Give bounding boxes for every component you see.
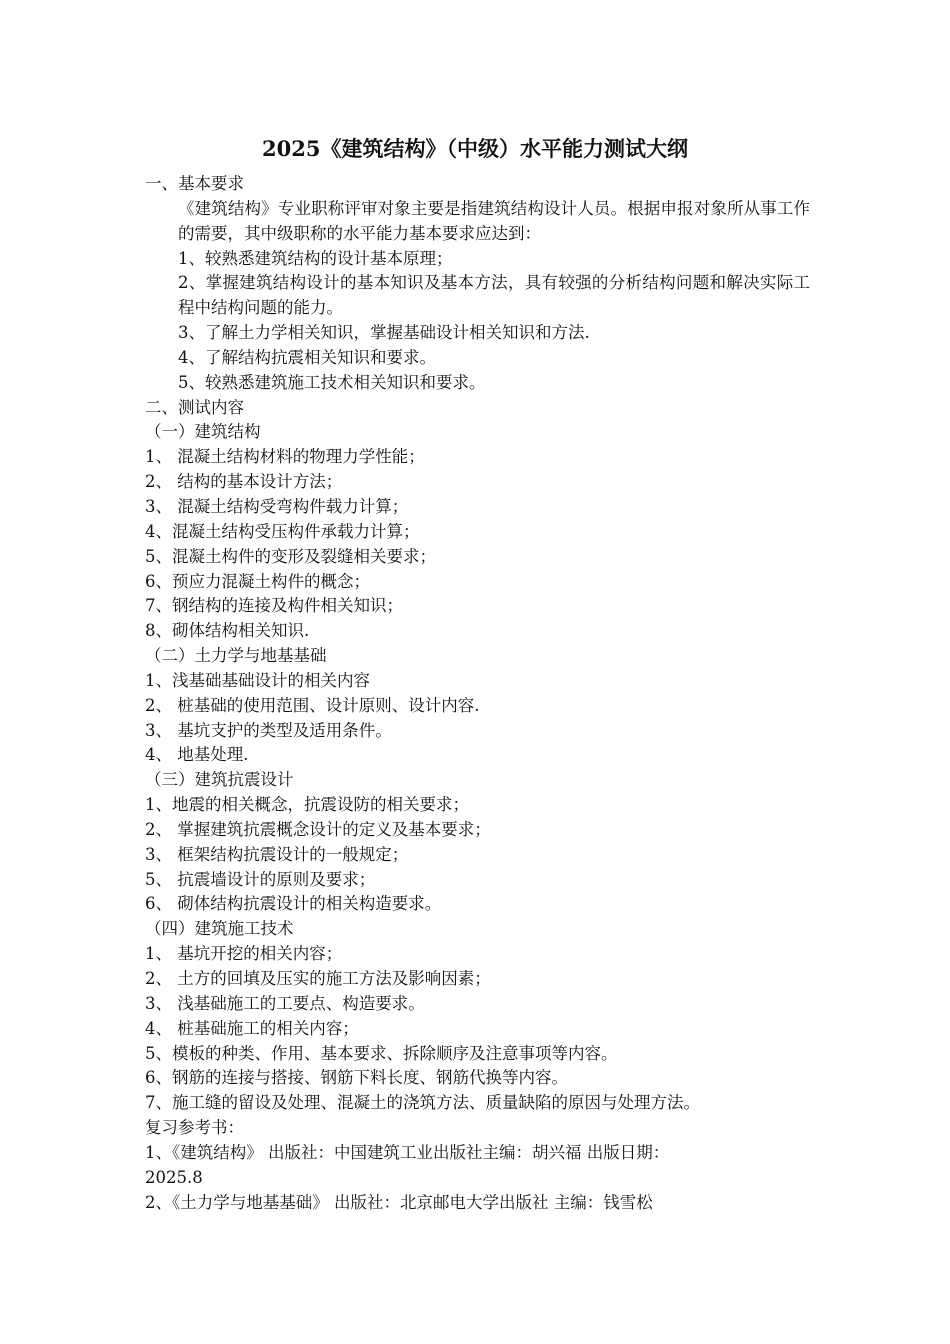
text-line: 2025.8: [145, 1167, 203, 1187]
text-line: 1、地震的相关概念，抗震设防的相关要求；: [145, 795, 469, 815]
text-line: 2、 结构的基本设计方法；: [145, 472, 343, 492]
text-line: 4、 桩基础施工的相关内容；: [145, 1018, 359, 1038]
text-line: 3、 混凝土结构受弯构件载力计算；: [145, 496, 409, 516]
text-line: 3、 基坑支护的类型及适用条件。: [145, 720, 392, 740]
text-line: 5、混凝土构件的变形及裂缝相关要求；: [145, 546, 436, 566]
text-line: 4、了解结构抗震相关知识和要求。: [178, 347, 436, 367]
text-line: 3、 框架结构抗震设计的一般规定；: [145, 844, 409, 864]
text-line: 2、 桩基础的使用范围、设计原则、设计内容.: [145, 695, 480, 715]
text-line: 8、砌体结构相关知识.: [145, 621, 310, 641]
text-line: 1、 混凝土结构材料的物理力学性能；: [145, 447, 425, 467]
text-line: 1、较熟悉建筑结构的设计基本原理；: [178, 248, 453, 268]
text-line: 2、 掌握建筑抗震概念设计的定义及基本要求；: [145, 819, 491, 839]
text-line: 2、 土方的回填及压实的施工方法及影响因素；: [145, 969, 491, 988]
text-line: 5、 抗震墙设计的原则及要求；: [145, 869, 376, 889]
text-line: 二、测试内容: [145, 397, 244, 417]
text-line: 3、了解土力学相关知识，掌握基础设计相关知识和方法.: [178, 323, 590, 343]
document-title: 2025《建筑结构》（中级）水平能力测试大纲: [262, 136, 688, 161]
text-line: 6、钢筋的连接与搭接、钢筋下料长度、钢筋代换等内容。: [145, 1068, 568, 1088]
text-line: （二）土力学与地基基础: [145, 646, 327, 666]
document-body: [145, 172, 810, 1215]
text-line: 2、《土力学与地基基础》 出版社：北京邮电大学出版社 主编：钱雪松: [145, 1192, 653, 1212]
text-line: 6、预应力混凝土构件的概念；: [145, 571, 370, 591]
text-line: 5、较熟悉建筑施工技术相关知识和要求。: [178, 372, 486, 392]
text-line: 4、 地基处理.: [145, 745, 249, 765]
text-line: （三）建筑抗震设计: [145, 770, 294, 790]
text-line: 1、《建筑结构》 出版社：中国建筑工业出版社主编：胡兴福 出版日期：: [145, 1142, 670, 1162]
text-line: 2、掌握建筑结构设计的基本知识及基本方法，具有较强的分析结构问题和解决实际工程中结构问题的能力。: [178, 273, 810, 318]
text-line: 6、 砌体结构抗震设计的相关构造要求。: [145, 894, 442, 914]
text-line: （四）建筑施工技术: [145, 919, 294, 939]
text-line: 4、混凝土结构受压构件承载力计算；: [145, 521, 420, 541]
text-line: 《建筑结构》专业职称评审对象主要是指建筑结构设计人员。根据申报对象所从事工作的需要，其中级职称的水平能力基本要求应达到：: [178, 198, 810, 243]
text-line: （一）建筑结构: [145, 422, 261, 442]
text-line: 1、浅基础基础设计的相关内容: [145, 670, 370, 690]
text-line: 一、基本要求: [145, 174, 244, 193]
text-line: 3、 浅基础施工的工要点、构造要求。: [145, 993, 425, 1013]
text-line: 1、 基坑开挖的相关内容；: [145, 944, 343, 964]
text-line: 7、施工缝的留设及处理、混凝土的浇筑方法、质量缺陷的原因与处理方法。: [145, 1093, 700, 1113]
text-line: 7、钢结构的连接及构件相关知识；: [145, 596, 403, 616]
text-line: 5、模板的种类、作用、基本要求、拆除顺序及注意事项等内容。: [145, 1043, 618, 1063]
text-line: 复习参考书：: [145, 1118, 244, 1138]
